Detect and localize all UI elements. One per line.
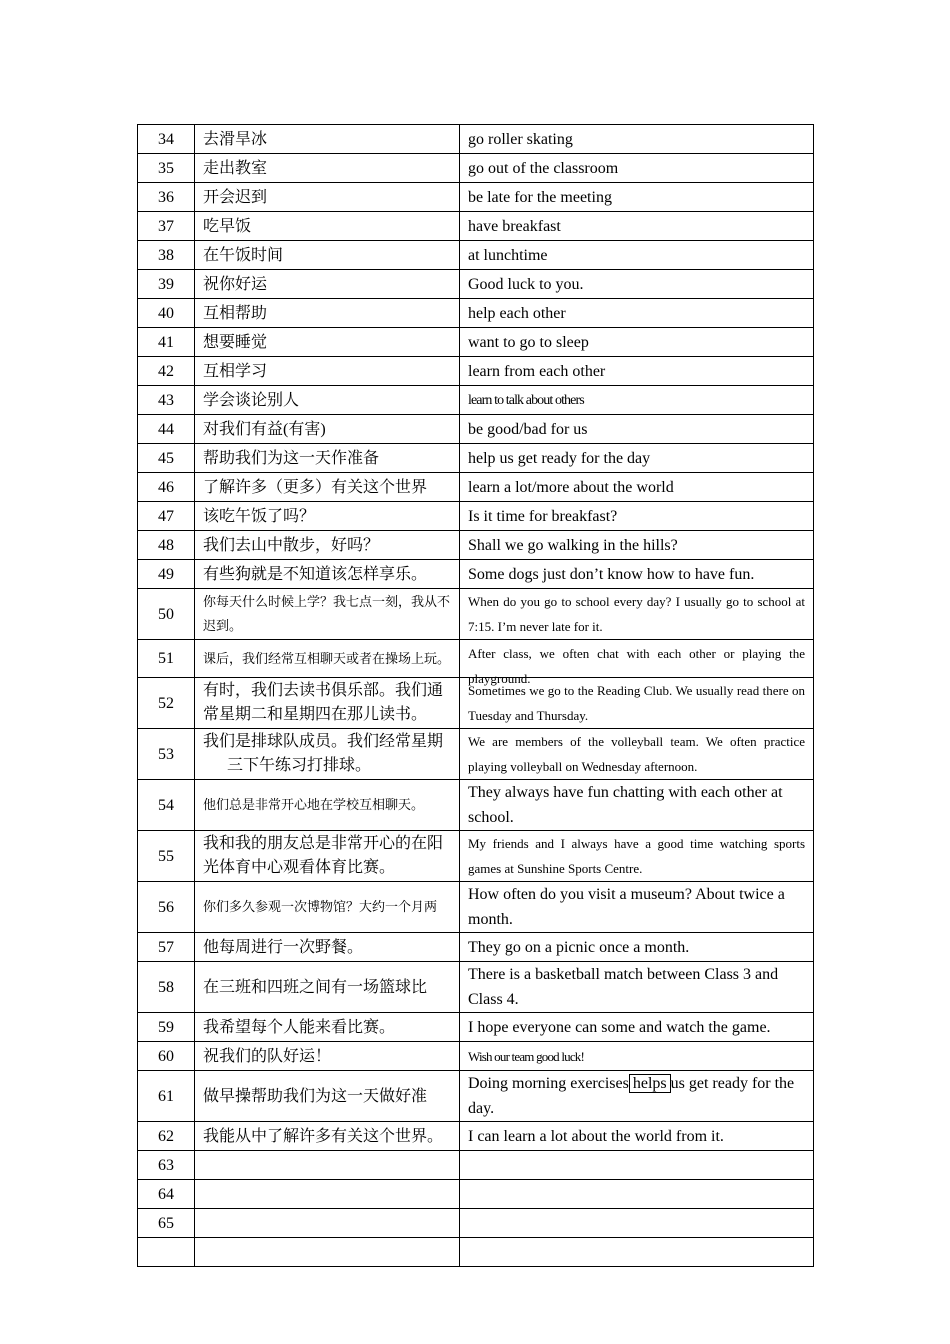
english-phrase xyxy=(460,1209,814,1238)
table-row xyxy=(138,473,814,502)
chinese-phrase xyxy=(195,640,460,678)
row-number: 38 xyxy=(138,241,195,270)
english-phrase: help each other xyxy=(460,299,814,328)
row-number: 46 xyxy=(138,473,195,502)
chinese-phrase xyxy=(195,729,460,780)
row-number: 65 xyxy=(138,1209,195,1238)
row-number: 43 xyxy=(138,386,195,415)
english-phrase: be good/bad for us xyxy=(460,415,814,444)
chinese-phrase-text: 课后，我们经常互相聊天或者在操场上玩。 xyxy=(203,650,451,666)
chinese-phrase: 去滑旱冰 xyxy=(195,125,460,154)
english-phrase: Good luck to you. xyxy=(460,270,814,299)
english-phrase: We are members of the volleyball team. We often practice playing volleyball on Wednesday afternoon. xyxy=(460,729,814,780)
chinese-phrase: 他每周进行一次野餐。 xyxy=(195,933,460,962)
row-number: 37 xyxy=(138,212,195,241)
table-row xyxy=(138,386,814,415)
chinese-phrase xyxy=(195,1209,460,1238)
english-phrase: have breakfast xyxy=(460,212,814,241)
row-number: 63 xyxy=(138,1151,195,1180)
english-phrase: help us get ready for the day xyxy=(460,444,814,473)
row-number: 64 xyxy=(138,1180,195,1209)
row-number: 60 xyxy=(138,1042,195,1071)
english-phrase: Some dogs just don’t know how to have fun. xyxy=(460,560,814,589)
chinese-phrase: 对我们有益(有害) xyxy=(195,415,460,444)
chinese-phrase: 祝你好运 xyxy=(195,270,460,299)
table-row xyxy=(138,729,814,780)
row-number: 47 xyxy=(138,502,195,531)
table-row xyxy=(138,212,814,241)
row-number: 52 xyxy=(138,678,195,729)
english-phrase: When do you go to school every day? I usually go to school at 7:15. I’m never late for it. xyxy=(460,589,814,640)
chinese-phrase: 在午饭时间 xyxy=(195,241,460,270)
row-number: 62 xyxy=(138,1122,195,1151)
english-phrase-text: After class, we often chat with each other or playing the playground. xyxy=(468,645,805,686)
chinese-phrase: 走出教室 xyxy=(195,154,460,183)
table-row xyxy=(138,357,814,386)
row-number: 34 xyxy=(138,125,195,154)
english-phrase xyxy=(460,1238,814,1267)
table-row xyxy=(138,678,814,729)
chinese-phrase: 开会迟到 xyxy=(195,183,460,212)
chinese-phrase: 我希望每个人能来看比赛。 xyxy=(195,1013,460,1042)
table-row xyxy=(138,560,814,589)
chinese-phrase: 该吃午饭了吗？ xyxy=(195,502,460,531)
table-row xyxy=(138,962,814,1013)
chinese-phrase: 我和我的朋友总是非常开心的在阳光体育中心观看体育比赛。 xyxy=(195,831,460,882)
table-row xyxy=(138,1013,814,1042)
english-phrase xyxy=(460,640,814,686)
english-phrase: learn to talk about others xyxy=(460,386,814,415)
english-phrase: go out of the classroom xyxy=(460,154,814,183)
table-row xyxy=(138,1238,814,1267)
chinese-phrase: 你们多久参观一次博物馆？大约一个月两 xyxy=(195,882,460,933)
chinese-phrase: 有时，我们去读书俱乐部。我们通常星期二和星期四在那儿读书。 xyxy=(195,678,460,729)
english-phrase: My friends and I always have a good time watching sports games at Sunshine Sports Centre. xyxy=(460,831,814,882)
english-phrase: I hope everyone can some and watch the game. xyxy=(460,1013,814,1042)
table-row xyxy=(138,270,814,299)
row-number: 59 xyxy=(138,1013,195,1042)
chinese-phrase: 了解许多（更多）有关这个世界 xyxy=(195,473,460,502)
english-phrase xyxy=(460,1151,814,1180)
chinese-phrase xyxy=(195,1151,460,1180)
table-row xyxy=(138,241,814,270)
english-phrase: Shall we go walking in the hills? xyxy=(460,531,814,560)
chinese-phrase: 学会谈论别人 xyxy=(195,386,460,415)
chinese-phrase: 互相帮助 xyxy=(195,299,460,328)
table-row xyxy=(138,444,814,473)
english-phrase: go roller skating xyxy=(460,125,814,154)
row-number: 42 xyxy=(138,357,195,386)
english-phrase: at lunchtime xyxy=(460,241,814,270)
chinese-phrase xyxy=(195,1180,460,1209)
row-number: 56 xyxy=(138,882,195,933)
chinese-phrase: 有些狗就是不知道该怎样享乐。 xyxy=(195,560,460,589)
table-row xyxy=(138,502,814,531)
table-row xyxy=(138,531,814,560)
row-number xyxy=(138,1238,195,1267)
chinese-phrase: 互相学习 xyxy=(195,357,460,386)
chinese-phrase: 他们总是非常开心地在学校互相聊天。 xyxy=(195,780,460,831)
english-phrase-part-1: Doing morning exercises xyxy=(468,1075,629,1092)
table-row xyxy=(138,125,814,154)
table-row xyxy=(138,1042,814,1071)
english-phrase xyxy=(460,1071,814,1122)
row-number: 36 xyxy=(138,183,195,212)
chinese-phrase: 做早操帮助我们为这一天做好准 xyxy=(195,1071,460,1122)
row-number: 61 xyxy=(138,1071,195,1122)
row-number: 54 xyxy=(138,780,195,831)
row-number: 45 xyxy=(138,444,195,473)
row-number: 49 xyxy=(138,560,195,589)
english-phrase xyxy=(460,1180,814,1209)
english-phrase: They always have fun chatting with each other at school. xyxy=(460,780,814,831)
table-row xyxy=(138,780,814,831)
english-phrase: There is a basketball match between Class 3 and Class 4. xyxy=(460,962,814,1013)
row-number: 39 xyxy=(138,270,195,299)
vocabulary-table xyxy=(137,124,814,1267)
table-row xyxy=(138,1122,814,1151)
row-number: 55 xyxy=(138,831,195,882)
row-number: 40 xyxy=(138,299,195,328)
english-phrase: How often do you visit a museum? About twice a month. xyxy=(460,882,814,933)
row-number: 53 xyxy=(138,729,195,780)
row-number: 50 xyxy=(138,589,195,640)
chinese-phrase: 吃早饭 xyxy=(195,212,460,241)
table-row xyxy=(138,882,814,933)
table-row xyxy=(138,1071,814,1122)
row-number: 44 xyxy=(138,415,195,444)
table-row xyxy=(138,933,814,962)
row-number: 35 xyxy=(138,154,195,183)
english-phrase: I can learn a lot about the world from it. xyxy=(460,1122,814,1151)
chinese-phrase: 你每天什么时候上学？我七点一刻，我从不迟到。 xyxy=(195,589,460,640)
table-row xyxy=(138,1209,814,1238)
row-number: 58 xyxy=(138,962,195,1013)
english-phrase: Wish our team good luck! xyxy=(460,1042,814,1071)
chinese-phrase-line-1: 我们是排球队成员。我们经常星期 xyxy=(203,733,444,750)
chinese-phrase: 在三班和四班之间有一场篮球比 xyxy=(195,962,460,1013)
chinese-phrase: 祝我们的队好运！ xyxy=(195,1042,460,1071)
table-row xyxy=(138,640,814,678)
english-phrase: want to go to sleep xyxy=(460,328,814,357)
table-row xyxy=(138,154,814,183)
table-row xyxy=(138,1151,814,1180)
highlighted-word-box: helps xyxy=(629,1074,671,1093)
chinese-phrase-line-2: 三下午练习打排球。 xyxy=(227,757,372,774)
row-number: 57 xyxy=(138,933,195,962)
table-row xyxy=(138,1180,814,1209)
table-row xyxy=(138,328,814,357)
row-number: 41 xyxy=(138,328,195,357)
chinese-phrase: 我能从中了解许多有关这个世界。 xyxy=(195,1122,460,1151)
chinese-phrase: 帮助我们为这一天作准备 xyxy=(195,444,460,473)
row-number: 51 xyxy=(138,640,195,678)
row-number: 48 xyxy=(138,531,195,560)
english-phrase: They go on a picnic once a month. xyxy=(460,933,814,962)
english-phrase: be late for the meeting xyxy=(460,183,814,212)
table-row xyxy=(138,415,814,444)
chinese-phrase: 我们去山中散步，好吗？ xyxy=(195,531,460,560)
chinese-phrase xyxy=(195,1238,460,1267)
table-row xyxy=(138,299,814,328)
english-phrase: Sometimes we go to the Reading Club. We usually read there on Tuesday and Thursday. xyxy=(460,678,814,729)
english-phrase-part-2: us get ready for the day. xyxy=(468,1075,795,1117)
table-row xyxy=(138,831,814,882)
english-phrase: learn from each other xyxy=(460,357,814,386)
english-phrase: learn a lot/more about the world xyxy=(460,473,814,502)
chinese-phrase: 想要睡觉 xyxy=(195,328,460,357)
table-row xyxy=(138,589,814,640)
table-row xyxy=(138,183,814,212)
english-phrase: Is it time for breakfast? xyxy=(460,502,814,531)
